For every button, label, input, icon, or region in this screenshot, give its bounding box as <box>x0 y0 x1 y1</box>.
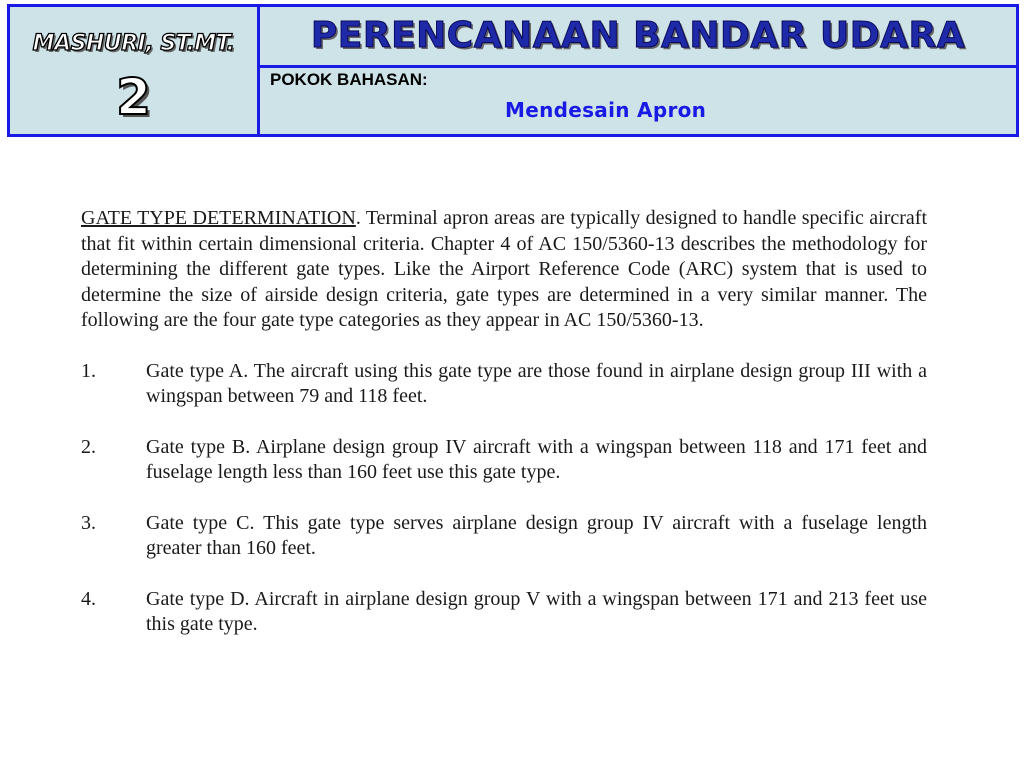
list-item-text: Gate type B. Airplane design group IV aircraft with a wingspan between 118 and 171 feet and fuselage length less than 160 feet use this gate type. <box>146 435 927 483</box>
intro-text: . Terminal apron areas are typically designed to handle specific aircraft that fit within certain dimensional criteria. Chapter 4 of AC 150/5360-13 describes the methodology for determining the different gate types. Like the Airport Reference Code (ARC) system that is used to determine the size of airside design criteria, gate types are determined in a very similar manner. The following are the four gate type categories as they appear in AC 150/5360-13. <box>81 207 927 331</box>
author-name: MASHURI, ST.MT. <box>32 31 235 56</box>
gate-type-list <box>81 359 927 638</box>
chapter-number: 2 <box>116 68 151 126</box>
list-item-number: 1. <box>81 359 96 382</box>
list-item-number: 2. <box>81 435 96 458</box>
page-title: PERENCANAAN BANDAR UDARA <box>310 15 966 56</box>
list-item <box>81 359 927 410</box>
list-item-text: Gate type A. The aircraft using this gate type are those found in airplane design group III with a wingspan between 79 and 118 feet. <box>146 359 927 407</box>
list-item-text: Gate type D. Aircraft in airplane design group V with a wingspan between 171 and 213 feet use this gate type. <box>146 587 927 635</box>
document-body <box>81 206 927 638</box>
list-item <box>81 511 927 562</box>
topic-title: Mendesain Apron <box>505 98 707 122</box>
list-item <box>81 435 927 486</box>
pokok-bahasan-label: POKOK BAHASAN: <box>270 70 428 89</box>
list-item-text: Gate type C. This gate type serves airplane design group IV aircraft with a fuselage length greater than 160 feet. <box>146 511 927 559</box>
section-heading: GATE TYPE DETERMINATION <box>81 207 356 229</box>
intro-paragraph <box>81 206 927 334</box>
title-cell <box>260 7 1016 68</box>
author-cell <box>10 7 260 134</box>
list-item <box>81 587 927 638</box>
list-item-number: 3. <box>81 511 96 534</box>
list-item-number: 4. <box>81 587 96 610</box>
